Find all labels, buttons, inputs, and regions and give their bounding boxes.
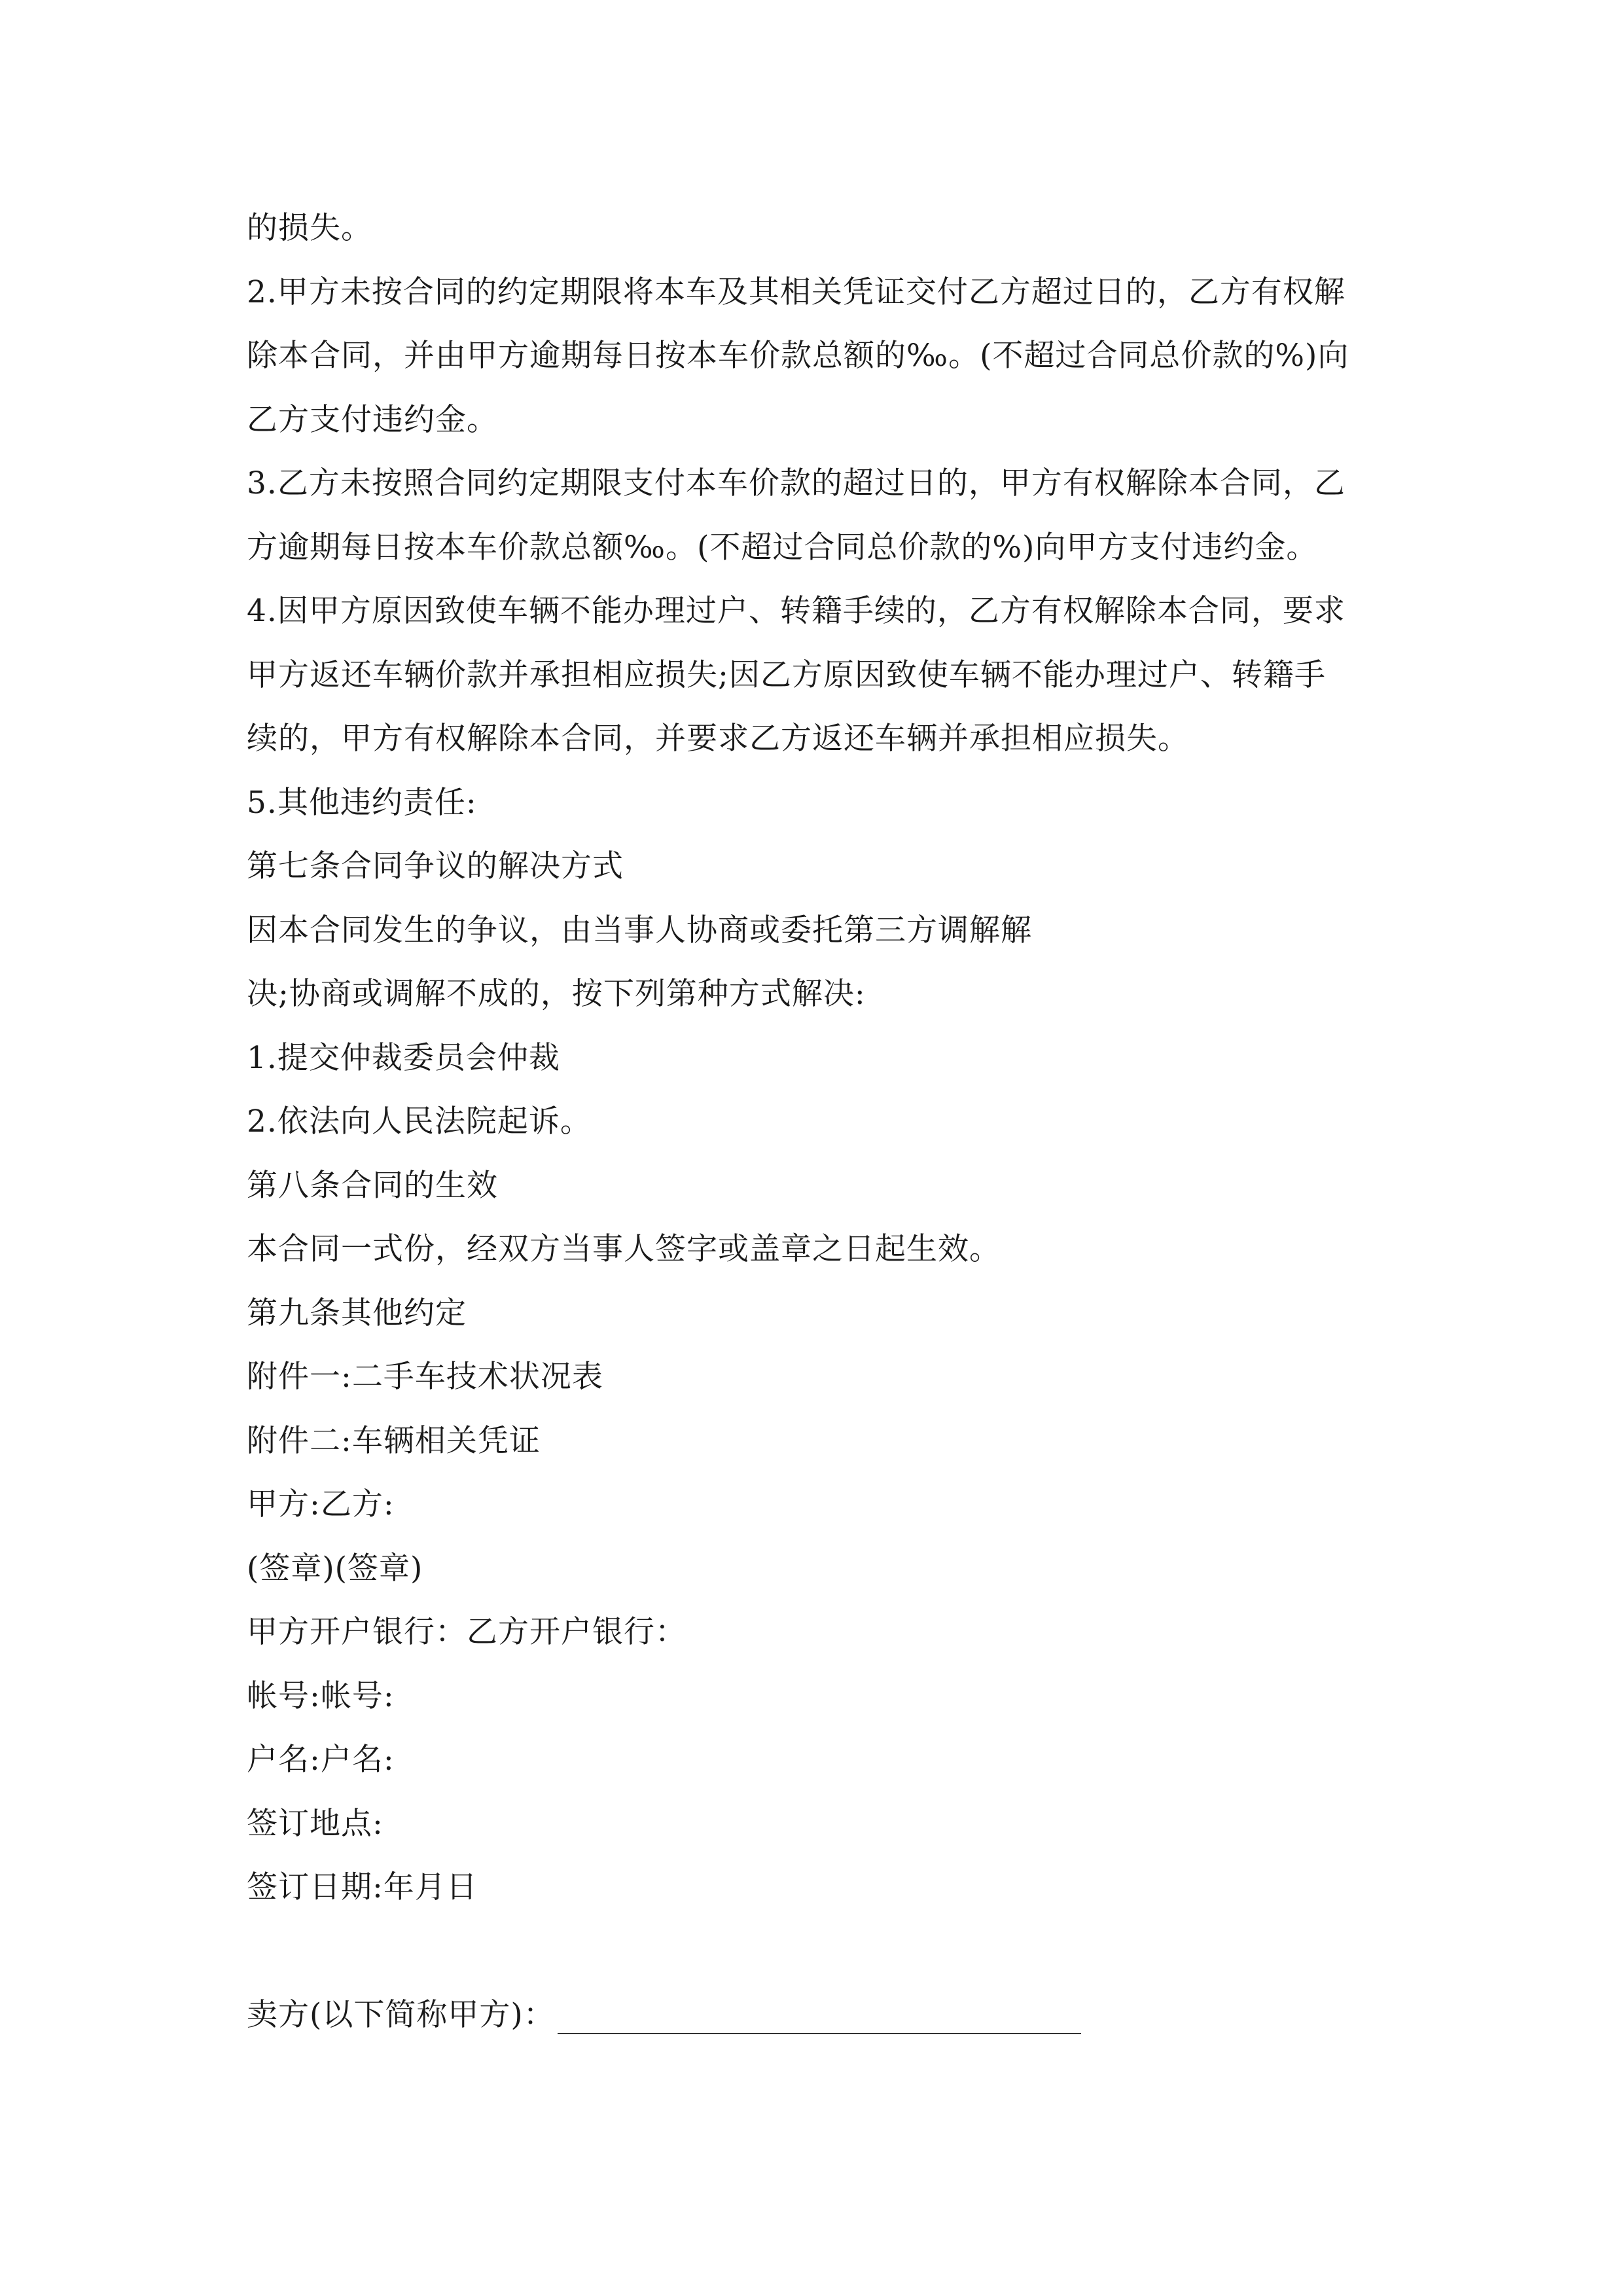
- text-line: 乙方支付违约金。: [247, 401, 498, 438]
- text-line: 决;协商或调解不成的，按下列第种方式解决:: [247, 976, 866, 1012]
- text-line: 5.其他违约责任:: [247, 784, 477, 821]
- spacer: [247, 1920, 1379, 1984]
- text-line: 除本合同，并由甲方逾期每日按本车价款总额的‰。(不超过合同总价款的%)向: [247, 338, 1349, 374]
- account-number-line: 帐号:帐号:: [247, 1677, 395, 1714]
- text-line: 的损失。: [247, 210, 372, 246]
- text-line: 甲方返还车辆价款并承担相应损失;因乙方原因致使车辆不能办理过户、转籍手: [247, 656, 1326, 693]
- seller-label: 卖方(以下简称甲方)：: [247, 1997, 555, 2033]
- section-heading: 第七条合同争议的解决方式: [247, 848, 624, 884]
- text-line: 2.依法向人民法院起诉。: [247, 1103, 592, 1139]
- text-line: 因本合同发生的争议，由当事人协商或委托第三方调解解: [247, 912, 1032, 948]
- text-line: 本合同一式份，经双方当事人签字或盖章之日起生效。: [247, 1231, 1001, 1267]
- signature-seal-line: (签章)(签章): [247, 1550, 423, 1587]
- text-line: 3.乙方未按照合同约定期限支付本车价款的超过日的，甲方有权解除本合同，乙: [247, 465, 1346, 501]
- bank-line: 甲方开户银行：乙方开户银行：: [247, 1614, 687, 1650]
- signature-party-line: 甲方:乙方:: [247, 1486, 395, 1522]
- document-page: [247, 196, 1379, 2047]
- text-line: 附件二:车辆相关凭证: [247, 1422, 541, 1459]
- text-line: 附件一:二手车技术状况表: [247, 1359, 603, 1395]
- section-heading: 第八条合同的生效: [247, 1167, 498, 1204]
- text-line: 1.提交仲裁委员会仲裁: [247, 1039, 560, 1076]
- text-line: 4.因甲方原因致使车辆不能办理过户、转籍手续的，乙方有权解除本合同，要求: [247, 593, 1346, 629]
- account-name-line: 户名:户名:: [247, 1742, 395, 1778]
- signing-date-line: 签订日期:年月日: [247, 1869, 478, 1905]
- signing-place-line: 签订地点:: [247, 1805, 383, 1842]
- text-line: 续的，甲方有权解除本合同，并要求乙方返还车辆并承担相应损失。: [247, 721, 1189, 757]
- text-line: 2.甲方未按合同的约定期限将本车及其相关凭证交付乙方超过日的，乙方有权解: [247, 274, 1346, 310]
- text-line: 方逾期每日按本车价款总额‰。(不超过合同总价款的%)向甲方支付违约金。: [247, 529, 1318, 565]
- seller-line: [247, 1983, 1379, 2047]
- section-heading: 第九条其他约定: [247, 1295, 467, 1331]
- seller-blank-field[interactable]: [558, 1994, 1081, 2034]
